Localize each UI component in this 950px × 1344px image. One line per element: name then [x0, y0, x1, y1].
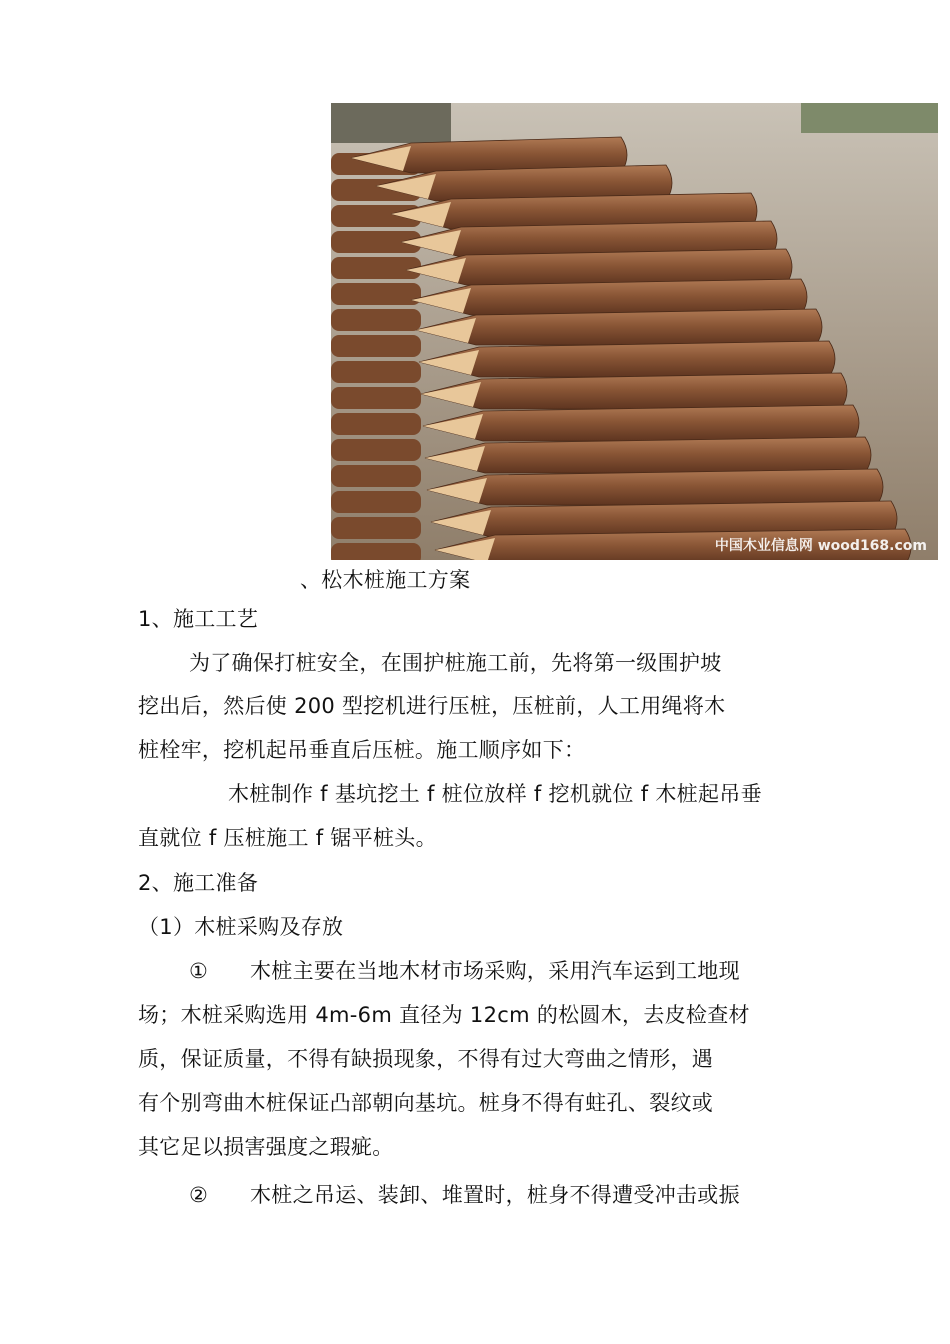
para-line: 有个别弯曲木桩保证凸部朝向基坑。桩身不得有蛀孔、裂纹或 — [138, 1091, 714, 1115]
log-end — [331, 387, 421, 409]
item-1-marker: ① — [189, 959, 209, 983]
log-end — [331, 517, 421, 539]
log-end — [331, 439, 421, 461]
para-line: 桩栓牢，挖机起吊垂直后压桩。施工顺序如下： — [138, 738, 586, 762]
log-end — [331, 361, 421, 383]
para-line: 场；木桩采购选用 4m-6m 直径为 12cm 的松圆木，去皮检查材 — [138, 1003, 750, 1027]
log-end — [331, 465, 421, 487]
log-end — [331, 491, 421, 513]
para-line: 木桩主要在当地木材市场采购，采用汽车运到工地现 — [250, 959, 740, 983]
para-line: 木桩之吊运、装卸、堆置时，桩身不得遭受冲击或振 — [250, 1183, 740, 1207]
log-end — [331, 543, 421, 560]
para-line: 质，保证质量，不得有缺损现象，不得有过大弯曲之情形，遇 — [138, 1047, 714, 1071]
para-line: 其它足以损害强度之瑕疵。 — [138, 1135, 394, 1159]
log-end — [331, 335, 421, 357]
item-2-marker: ② — [189, 1183, 209, 1207]
watermark-text: 中国木业信息网 wood168.com — [714, 538, 927, 554]
log-end — [331, 413, 421, 435]
para-line: 为了确保打桩安全，在围护桩施工前，先将第一级围护坡 — [189, 651, 722, 675]
timber-piles-photo — [331, 103, 938, 560]
log-end — [331, 309, 421, 331]
section-1-heading: 1、施工工艺 — [138, 607, 259, 631]
log-end — [331, 283, 421, 305]
para-line: 直就位 f 压桩施工 f 锯平桩头。 — [138, 826, 437, 850]
para-line: 木桩制作 f 基坑挖土 f 桩位放样 f 挖机就位 f 木桩起吊垂 — [228, 782, 762, 806]
section-2-heading: 2、施工准备 — [138, 871, 259, 895]
subsection-heading: （1）木桩采购及存放 — [138, 915, 344, 939]
para-line: 挖出后，然后使 200 型挖机进行压桩，压桩前，人工用绳将木 — [138, 694, 726, 718]
log-end — [331, 257, 421, 279]
caption: 、松木桩施工方案 — [300, 568, 471, 592]
